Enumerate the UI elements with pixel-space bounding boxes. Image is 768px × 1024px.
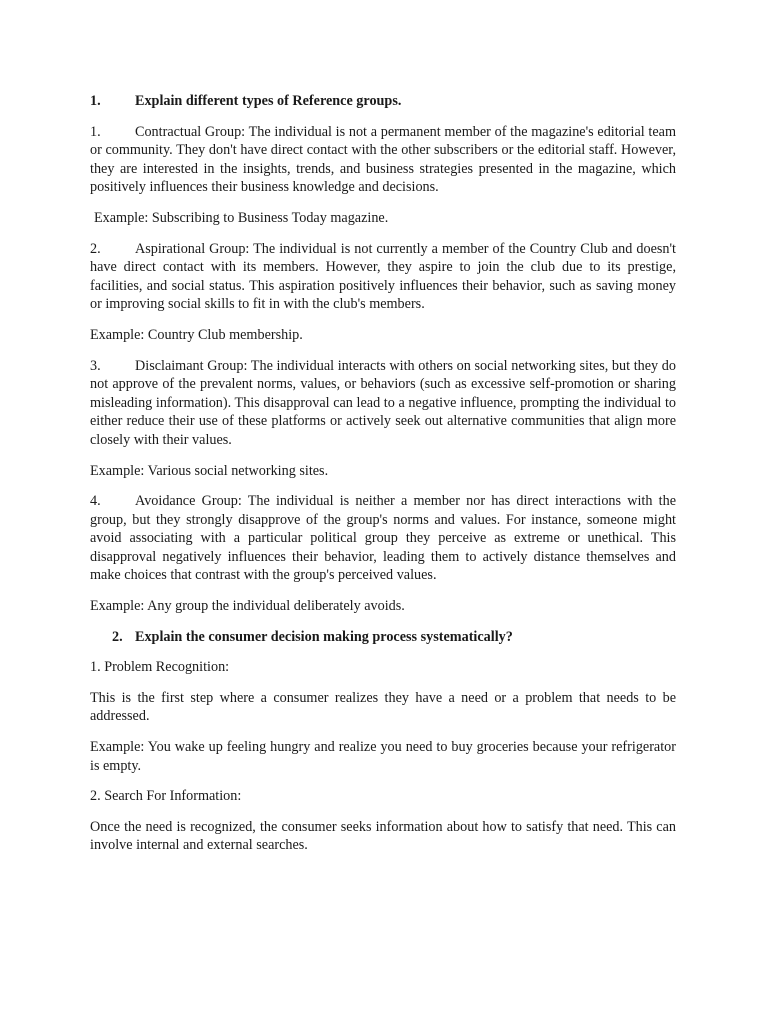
- item-text: Aspirational Group: The individual is not currently a member of the Country Club and doesn't have direct contact with its members. However, they aspire to join the club due to its prestige, facilities, and social status. This aspiration positively influences their behavior, such as saving money or improving social skills to fit in with the club's members.: [90, 240, 676, 313]
- document-page: [90, 92, 676, 867]
- reference-group-item-4: [90, 492, 676, 585]
- step-1-example: Example: You wake up feeling hungry and realize you need to buy groceries because your refrigerator is empty.: [90, 739, 676, 774]
- section-2-heading: [112, 628, 676, 647]
- section-1-number: 1.: [90, 93, 101, 109]
- item-example: Example: Various social networking sites.: [90, 462, 329, 479]
- section-2-title: Explain the consumer decision making process systematically?: [135, 628, 513, 645]
- item-example: Example: Any group the individual deliberately avoids.: [90, 598, 405, 615]
- reference-group-item-2: [90, 240, 676, 314]
- step-1-title: 1. Problem Recognition:: [90, 659, 230, 676]
- item-number: 1.: [90, 123, 101, 140]
- section-2-number: 2.: [112, 628, 123, 645]
- reference-group-item-1: [90, 123, 676, 197]
- item-example: Example: Country Club membership.: [90, 326, 303, 343]
- step-1-text: This is the first step where a consumer realizes they have a need or a problem that needs to be addressed.: [90, 689, 676, 725]
- section-1-heading: [90, 92, 676, 111]
- item-number: 3.: [90, 357, 101, 374]
- step-2-text: Once the need is recognized, the consumer seeks information about how to satisfy that need. This can involve internal and external searches.: [90, 818, 676, 854]
- step-2-title: 2. Search For Information:: [90, 788, 242, 805]
- item-number: 4.: [90, 493, 101, 510]
- item-text: Disclaimant Group: The individual interacts with others on social networking sites, but they do not approve of the prevalent norms, values, or behaviors (such as excessive self-promotion or sharing misleading information). This disapproval can lead to a negative influence, prompting the individual to either reduce their use of these platforms or actively seek out alternative communities that align more closely with their values.: [90, 357, 676, 448]
- item-number: 2.: [90, 240, 101, 257]
- item-example: Example: Subscribing to Business Today magazine.: [94, 209, 389, 226]
- item-text: Avoidance Group: The individual is neither a member nor has direct interactions with the group, but they strongly disapprove of the group's norms and values. For instance, someone might avoid associating with a particular political group they perceive as extreme or unethical. This disapproval negatively influences their behavior, leading them to actively distance themselves and make choices that contrast with the group's perceived values.: [90, 493, 676, 584]
- item-text: Contractual Group: The individual is not a permanent member of the magazine's editorial team or community. They don't have direct contact with the other subscribers or the editorial staff. However, they are interested in the insights, trends, and business strategies presented in the magazine, which positively influences their business knowledge and decisions.: [90, 123, 676, 196]
- section-1-title: Explain different types of Reference groups.: [135, 93, 402, 109]
- reference-group-item-3: [90, 357, 676, 450]
